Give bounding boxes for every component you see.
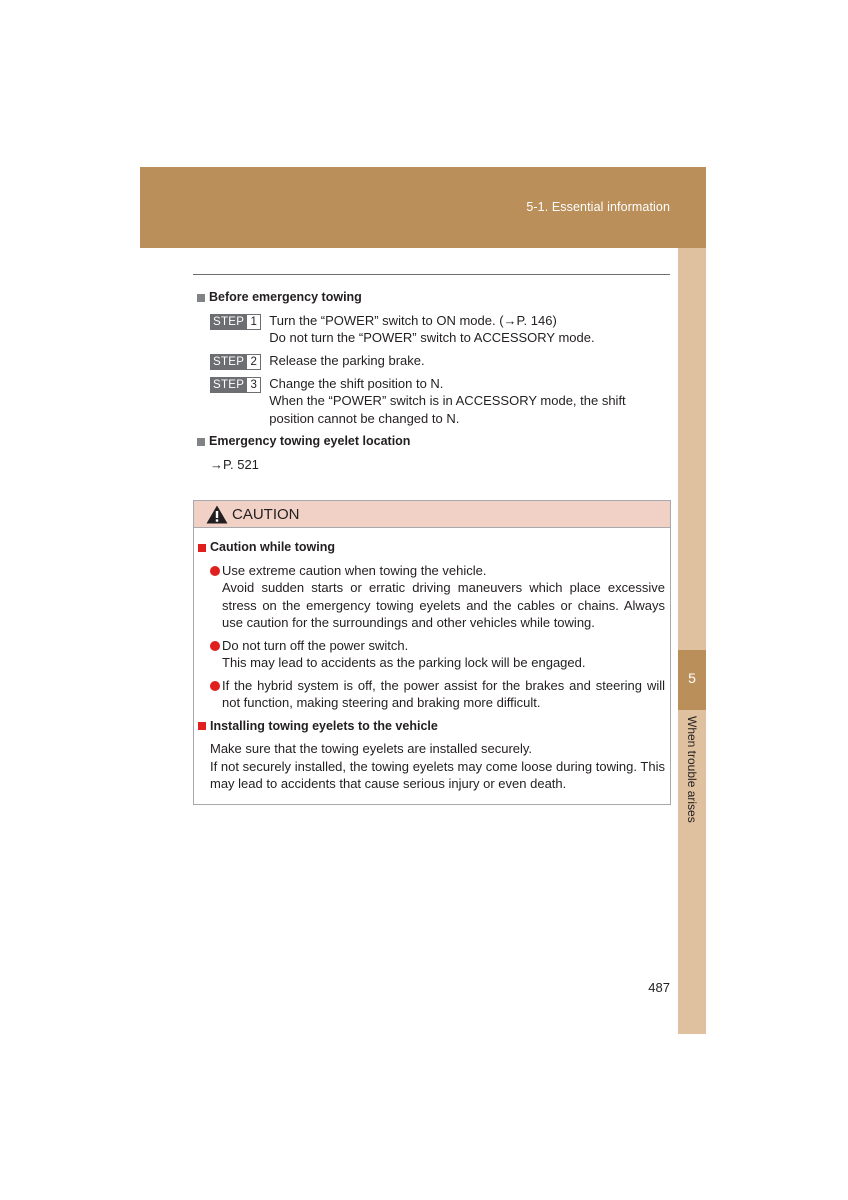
step-label: STEP [211, 378, 247, 392]
caution-title: CAUTION [232, 505, 300, 523]
chapter-tab [678, 650, 706, 710]
red-square-icon [198, 544, 206, 552]
step-text [269, 375, 667, 428]
bullet-line: Use extreme caution when towing the vehicle. [222, 562, 487, 578]
main-content [197, 289, 667, 473]
bullet-text [222, 677, 665, 712]
caution-body [194, 528, 670, 793]
red-square-icon [198, 722, 206, 730]
caution-towing-heading [198, 539, 665, 557]
red-dot-icon [210, 641, 220, 651]
step-2 [210, 352, 667, 370]
step-number: 2 [247, 355, 260, 369]
paragraph-line: If not securely installed, the towing eyelets may come loose during towing. This may lead to accidents that cause serious injury or even death. [210, 758, 665, 791]
heading-text: Installing towing eyelets to the vehicle [210, 718, 438, 733]
eyelet-location-heading [197, 433, 667, 451]
step-number: 3 [247, 378, 260, 392]
caution-bullet [210, 637, 665, 672]
step-badge [210, 377, 261, 393]
section-title: 5-1. Essential information [526, 200, 670, 214]
step-number: 1 [247, 315, 260, 329]
step-badge [210, 354, 261, 370]
heading-text: Before emergency towing [209, 290, 362, 304]
red-dot-icon [210, 681, 220, 691]
step-line: Change the shift position to N. [269, 375, 444, 391]
step-line: Turn the “POWER” switch to ON mode. (→P. 146) [269, 312, 557, 328]
caution-paragraph [210, 740, 665, 793]
step-label: STEP [211, 315, 247, 329]
bullet-text [222, 637, 665, 672]
warning-triangle-icon [206, 505, 228, 524]
step-label: STEP [211, 355, 247, 369]
chapter-title: When trouble arises [685, 716, 699, 823]
caution-bullet [210, 562, 665, 632]
bullet-line: Avoid sudden starts or erratic driving maneuvers which place excessive stress on the emergency towing eyelets and the cables or chains. Always use caution for the surroundings and other vehicles while towing. [222, 580, 665, 630]
heading-text: Emergency towing eyelet location [209, 434, 411, 448]
bullet-line: This may lead to accidents as the parking lock will be engaged. [222, 655, 586, 670]
step-line: Do not turn the “POWER” switch to ACCESSORY mode. [269, 330, 595, 345]
page-reference: →P. 521 [210, 456, 259, 472]
gray-square-icon [197, 294, 205, 302]
chapter-number: 5 [688, 670, 696, 686]
side-tab [678, 248, 706, 1034]
step-line: When the “POWER” switch is in ACCESSORY mode, the shift position cannot be changed to N. [269, 393, 626, 426]
bullet-text [222, 562, 665, 632]
bullet-line: If the hybrid system is off, the power assist for the brakes and steering will not function, making steering and braking more difficult. [222, 677, 665, 710]
step-1 [210, 312, 667, 347]
paragraph-line: Make sure that the towing eyelets are installed securely. [210, 741, 533, 756]
caution-header [194, 501, 670, 528]
step-line: Release the parking brake. [269, 352, 425, 368]
step-badge [210, 314, 261, 330]
before-towing-heading [197, 289, 667, 307]
top-divider [193, 274, 670, 275]
gray-square-icon [197, 438, 205, 446]
caution-bullet [210, 677, 665, 712]
step-3 [210, 375, 667, 428]
caution-box [193, 500, 671, 805]
caution-eyelets-heading [198, 718, 665, 736]
heading-text: Caution while towing [210, 540, 335, 554]
header-band [140, 167, 706, 248]
bullet-line: Do not turn off the power switch. [222, 637, 409, 653]
page-number: 487 [648, 980, 670, 995]
step-text [269, 352, 667, 370]
red-dot-icon [210, 566, 220, 576]
step-text [269, 312, 667, 347]
